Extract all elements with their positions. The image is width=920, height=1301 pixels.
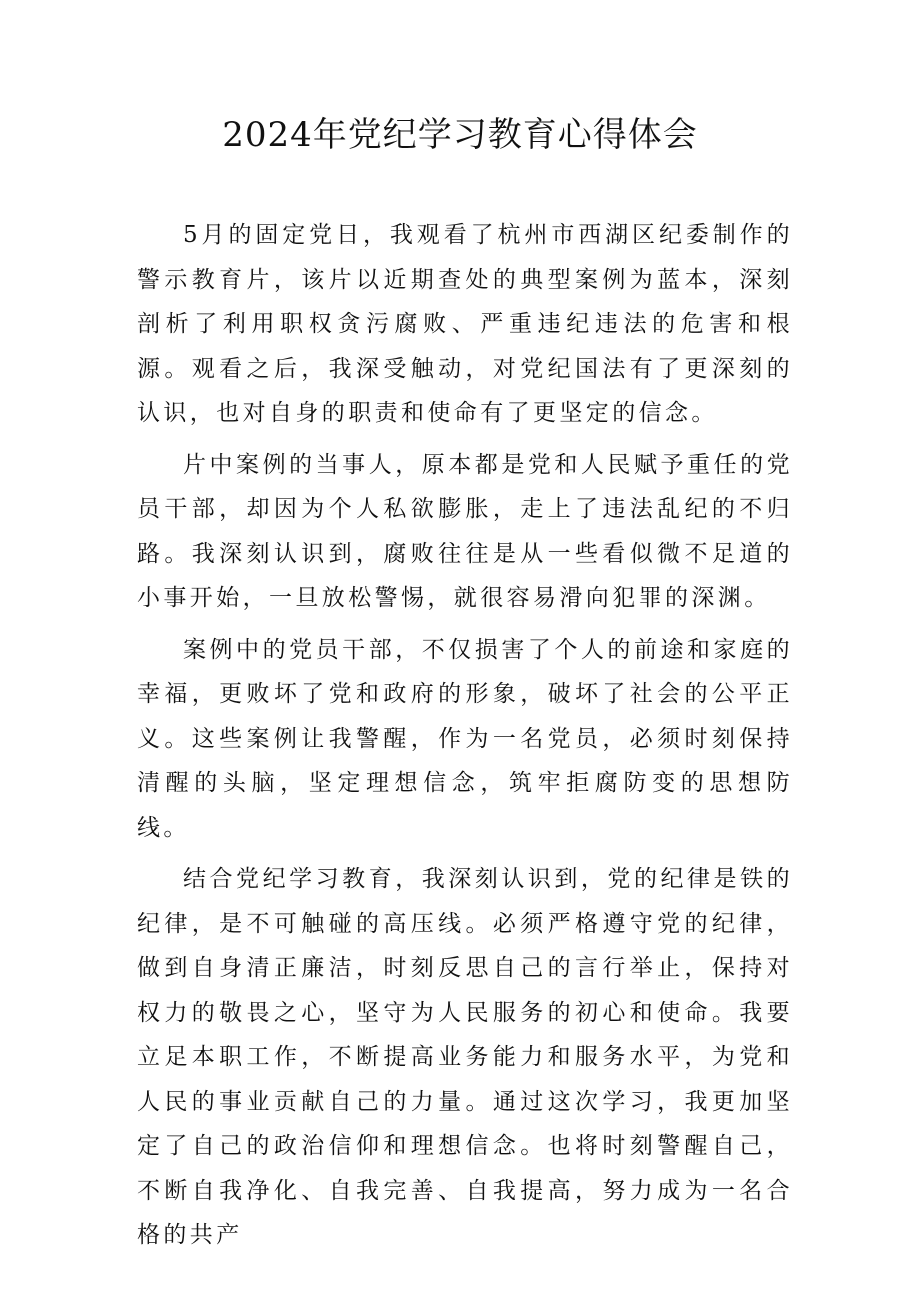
document-body — [137, 213, 793, 1265]
paragraph-1: 5月的固定党日，我观看了杭州市西湖区纪委制作的警示教育片，该片以近期查处的典型案例为蓝本，深刻剖析了利用职权贪污腐败、严重违纪违法的危害和根源。观看之后，我深受触动，对党纪国法有了更深刻的认识，也对自身的职责和使命有了更坚定的信念。 — [137, 222, 793, 426]
paragraph-4: 结合党纪学习教育，我深刻认识到，党的纪律是铁的纪律，是不可触碰的高压线。必须严格遵守党的纪律，做到自身清正廉洁，时刻反思自己的言行举止，保持对权力的敬畏之心，坚守为人民服务的初心和使命。我要立足本职工作，不断提高业务能力和服务水平，为党和人民的事业贡献自己的力量。通过这次学习，我更加坚定了自己的政治信仰和理想信念。也将时刻警醒自己，不断自我净化、自我完善、自我提高，努力成为一名合格的共产 — [137, 866, 793, 1248]
paragraph-3: 案例中的党员干部，不仅损害了个人的前途和家庭的幸福，更败坏了党和政府的形象，破坏了社会的公平正义。这些案例让我警醒，作为一名党员，必须时刻保持清醒的头脑，坚定理想信念，筑牢拒腐防变的思想防线。 — [137, 636, 793, 841]
document-title: 2024年党纪学习教育心得体会 — [222, 115, 698, 155]
paragraph-2: 片中案例的当事人，原本都是党和人民赋予重任的党员干部，却因为个人私欲膨胀，走上了违法乱纪的不归路。我深刻认识到，腐败往往是从一些看似微不足道的小事开始，一旦放松警惕，就很容易滑向犯罪的深渊。 — [137, 451, 793, 611]
